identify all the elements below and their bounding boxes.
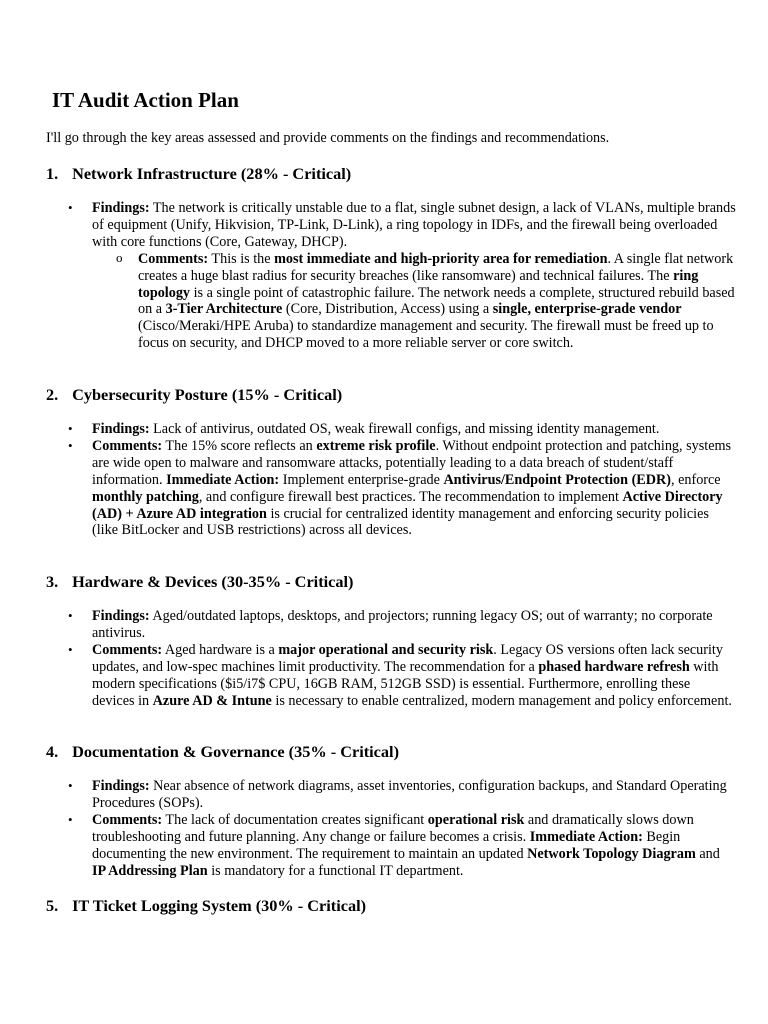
comments-item (92, 438, 736, 539)
comments-text (92, 438, 736, 539)
comments-item (92, 812, 736, 880)
bold-text: major operational and security risk (278, 641, 494, 658)
text: is a single point of catastrophic failure. The network needs a complete, structured rebuild based on a (138, 284, 735, 318)
bold-text: Comments: (92, 811, 163, 828)
comments-item (138, 251, 736, 352)
bold-text: Active Directory (AD) + Azure AD integration (92, 488, 723, 522)
bold-text: 3-Tier Architecture (165, 301, 283, 318)
section-heading (46, 572, 736, 592)
text: is mandatory for a functional IT department. (207, 862, 464, 879)
findings-label: Findings: (92, 608, 150, 624)
text: and dramatically slows down troubleshooting and future planning. Any change or failure becomes a crisis. (92, 811, 694, 845)
bold-text: Azure AD & Intune (152, 692, 272, 709)
text: Aged hardware is a (162, 641, 279, 658)
section-network-infrastructure (46, 164, 736, 352)
text: (Core, Distribution, Access) using a (282, 301, 493, 318)
section-number: 4. (46, 742, 59, 761)
bold-text: Network Topology Diagram (527, 845, 696, 862)
bold-text: Immediate Action: (166, 471, 280, 488)
comments-text (138, 251, 736, 352)
section-documentation-governance (46, 742, 736, 879)
bold-text: most immediate and high-priority area for remediation (274, 250, 608, 267)
text: is necessary to enable centralized, modern management and policy enforcement. (271, 692, 732, 709)
findings-label: Findings: (92, 200, 150, 216)
comments-item (92, 642, 736, 710)
text: The lack of documentation creates significant (162, 811, 428, 828)
text: is crucial for centralized identity management and enforcing security policies (like BitLocker and USB restrictions) across all devices. (92, 505, 709, 539)
bold-text: monthly patching (92, 488, 199, 505)
intro-paragraph: I'll go through the key areas assessed and provide comments on the findings and recommendations. (46, 130, 610, 146)
section-title: IT Ticket Logging System (30% - Critical) (72, 896, 367, 915)
bold-text: Comments: (92, 437, 163, 454)
findings-text: Aged/outdated laptops, desktops, and projectors; running legacy OS; out of warranty; no corporate antivirus. (92, 608, 713, 641)
bold-text: IP Addressing Plan (92, 862, 208, 879)
findings-text: Near absence of network diagrams, asset inventories, configuration backups, and Standard Operating Procedures (SOPs). (92, 778, 727, 811)
text: The 15% score reflects an (162, 437, 317, 454)
section-number: 1. (46, 164, 59, 183)
text: , enforce (670, 471, 721, 488)
bold-text: extreme risk profile (316, 437, 436, 454)
findings-item (92, 608, 736, 642)
section-title: Cybersecurity Posture (15% - Critical) (72, 385, 343, 404)
findings-label: Findings: (92, 421, 150, 437)
section-list (46, 608, 736, 709)
comments-text (92, 812, 736, 880)
section-number: 2. (46, 385, 59, 404)
section-list (46, 421, 736, 539)
text: This is the (208, 250, 275, 267)
section-title: Hardware & Devices (30-35% - Critical) (72, 572, 354, 591)
page-title: IT Audit Action Plan (52, 88, 239, 112)
text: . Legacy OS versions often lack security updates, and low-spec machines limit productivity. The recommendation for a (92, 641, 723, 675)
bold-text: Comments: (138, 250, 209, 267)
comments-text (92, 642, 736, 710)
sub-list (92, 251, 736, 352)
bold-text: Comments: (92, 641, 163, 658)
section-list (46, 200, 736, 352)
findings-text: The network is critically unstable due to a flat, single subnet design, a lack of VLANs, multiple brands of equipment (Unify, Hikvision, TP-Link, D-Link), a ring topology in IDFs, and the firewall being overloaded with core functions (Core, Gateway, DHCP). (92, 200, 736, 250)
bold-text: Antivirus/Endpoint Protection (EDR) (443, 471, 671, 488)
bold-text: operational risk (427, 811, 525, 828)
section-heading (46, 896, 736, 916)
section-title: Network Infrastructure (28% - Critical) (72, 164, 352, 183)
bold-text: ring topology (138, 267, 699, 301)
text: (Cisco/Meraki/HPE Aruba) to standardize management and security. The firewall must be freed up to focus on security, and DHCP moved to a more reliable server or core switch. (138, 318, 714, 352)
text: Implement enterprise-grade (279, 471, 444, 488)
section-cybersecurity-posture (46, 385, 736, 539)
section-heading (46, 385, 736, 405)
findings-item (92, 778, 736, 812)
bold-text: single, enterprise-grade vendor (492, 301, 682, 318)
findings-text: Lack of antivirus, outdated OS, weak firewall configs, and missing identity management. (149, 421, 660, 437)
bold-text: phased hardware refresh (538, 658, 690, 675)
bold-text: Immediate Action: (529, 828, 643, 845)
text: with modern specifications ($i5/i7$ CPU, 16GB RAM, 512GB SSD) is essential. Furthermore, enrolling these devices in (92, 658, 719, 709)
section-hardware-devices (46, 572, 736, 709)
section-number: 5. (46, 896, 59, 915)
section-heading (46, 164, 736, 184)
section-list (46, 778, 736, 879)
section-heading (46, 742, 736, 762)
text: Begin documenting the new environment. The requirement to maintain an updated (92, 828, 681, 862)
text: , and configure firewall best practices. The recommendation to implement (198, 488, 623, 505)
section-title: Documentation & Governance (35% - Critical) (72, 742, 399, 761)
text: . A single flat network creates a huge blast radius for security breaches (like ransomware) and technical failures. The (138, 250, 734, 284)
findings-item (92, 421, 736, 438)
findings-item (92, 200, 736, 352)
text: . Without endpoint protection and patching, systems are wide open to malware and ransomware attacks, potentially leading to a data breach of student/staff information. (92, 437, 732, 488)
section-number: 3. (46, 572, 59, 591)
findings-label: Findings: (92, 778, 150, 794)
section-it-ticket-logging (46, 896, 736, 916)
text: and (695, 845, 720, 862)
